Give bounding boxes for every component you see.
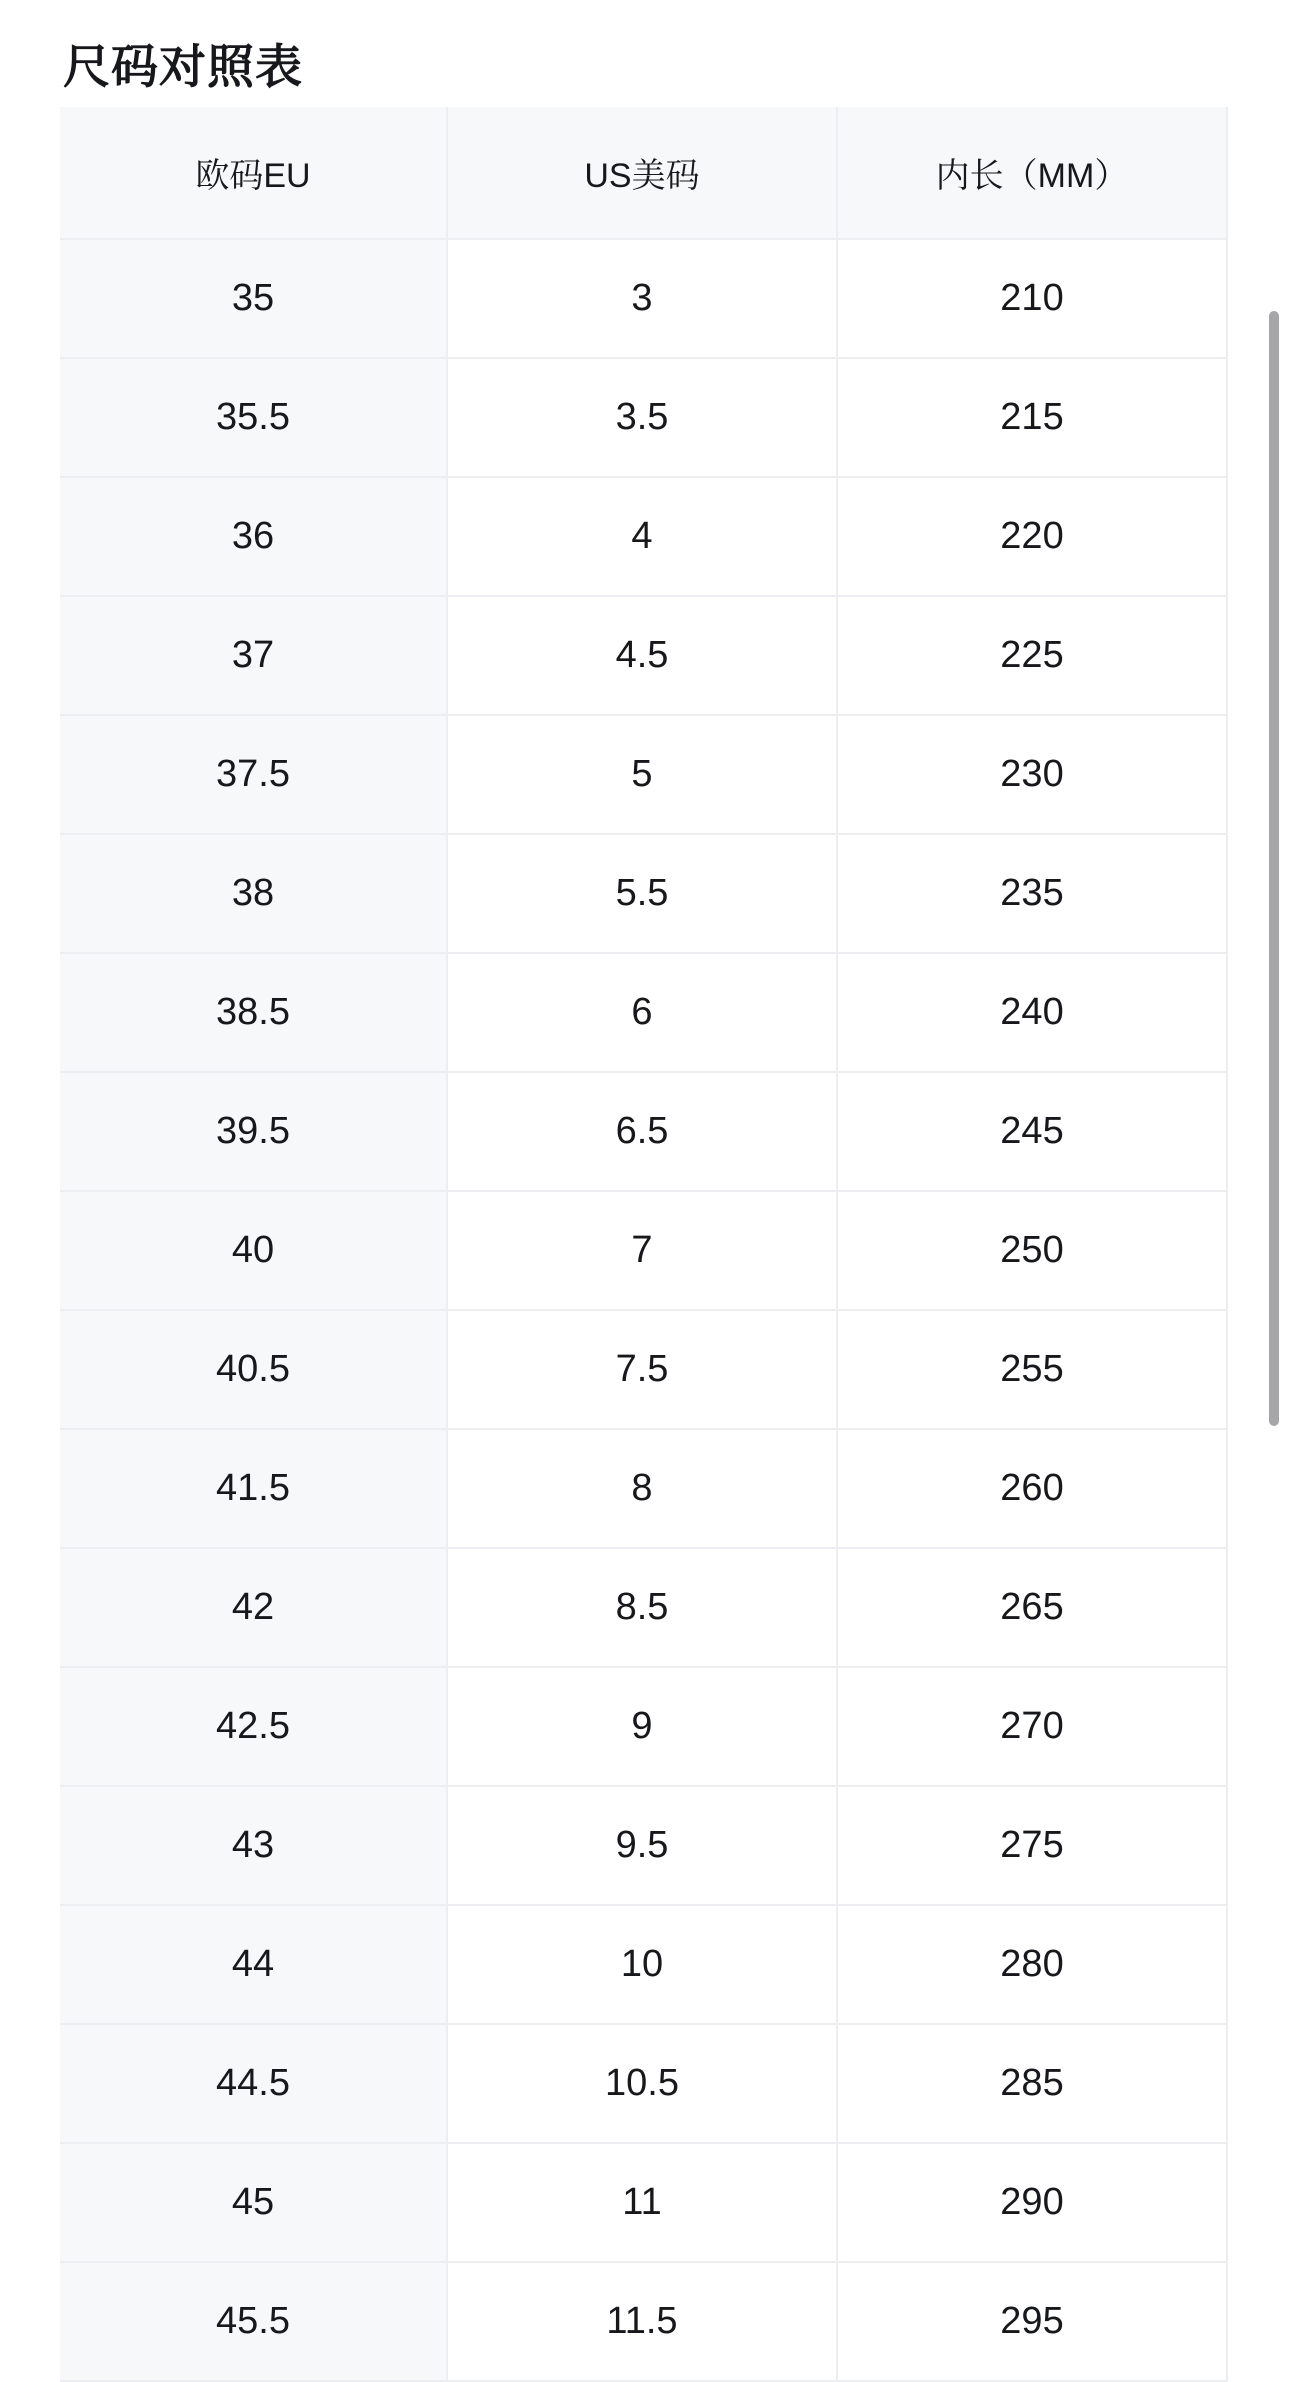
table-cell-us: 9.5 — [448, 1787, 838, 1906]
table-cell-eu: 41.5 — [60, 1430, 448, 1549]
table-cell-eu: 39.5 — [60, 1073, 448, 1192]
table-cell-mm: 215 — [838, 359, 1228, 478]
table-cell-us: 8.5 — [448, 1549, 838, 1668]
table-row — [60, 1787, 1228, 1906]
table-row — [60, 835, 1228, 954]
table-cell-eu: 38 — [60, 835, 448, 954]
table-cell-us: 10 — [448, 1906, 838, 2025]
table-cell-mm: 210 — [838, 240, 1228, 359]
table-cell-us: 5 — [448, 716, 838, 835]
table-cell-us: 3 — [448, 240, 838, 359]
table-row — [60, 1668, 1228, 1787]
table-cell-eu: 40 — [60, 1192, 448, 1311]
table-cell-us: 4 — [448, 478, 838, 597]
table-row — [60, 359, 1228, 478]
table-cell-us: 6.5 — [448, 1073, 838, 1192]
table-cell-mm: 270 — [838, 1668, 1228, 1787]
table-cell-mm: 285 — [838, 2025, 1228, 2144]
table-row — [60, 2025, 1228, 2144]
table-cell-mm: 260 — [838, 1430, 1228, 1549]
table-cell-eu: 38.5 — [60, 954, 448, 1073]
table-row — [60, 1073, 1228, 1192]
size-chart-table — [60, 107, 1228, 2382]
table-row — [60, 2144, 1228, 2263]
table-cell-us: 11 — [448, 2144, 838, 2263]
table-cell-mm: 225 — [838, 597, 1228, 716]
table-row — [60, 1192, 1228, 1311]
table-cell-mm: 230 — [838, 716, 1228, 835]
table-row — [60, 240, 1228, 359]
table-cell-us: 10.5 — [448, 2025, 838, 2144]
table-cell-eu: 35 — [60, 240, 448, 359]
table-cell-mm: 290 — [838, 2144, 1228, 2263]
table-row — [60, 1549, 1228, 1668]
table-cell-eu: 40.5 — [60, 1311, 448, 1430]
table-cell-us: 3.5 — [448, 359, 838, 478]
table-cell-eu: 43 — [60, 1787, 448, 1906]
table-cell-eu: 44.5 — [60, 2025, 448, 2144]
table-header-mm: 内长（MM） — [838, 107, 1228, 240]
table-cell-mm: 275 — [838, 1787, 1228, 1906]
table-cell-eu: 35.5 — [60, 359, 448, 478]
table-row — [60, 954, 1228, 1073]
table-row — [60, 1906, 1228, 2025]
table-cell-mm: 295 — [838, 2263, 1228, 2382]
table-cell-us: 7 — [448, 1192, 838, 1311]
table-cell-mm: 280 — [838, 1906, 1228, 2025]
table-row — [60, 478, 1228, 597]
table-cell-eu: 36 — [60, 478, 448, 597]
table-cell-eu: 37 — [60, 597, 448, 716]
table-cell-us: 9 — [448, 1668, 838, 1787]
table-row — [60, 2263, 1228, 2382]
table-cell-us: 11.5 — [448, 2263, 838, 2382]
vertical-scrollbar-thumb[interactable] — [1269, 311, 1279, 1426]
table-cell-us: 7.5 — [448, 1311, 838, 1430]
table-cell-us: 6 — [448, 954, 838, 1073]
table-cell-mm: 245 — [838, 1073, 1228, 1192]
table-header-row — [60, 107, 1228, 240]
table-cell-mm: 265 — [838, 1549, 1228, 1668]
table-body — [60, 240, 1228, 2382]
table-cell-us: 5.5 — [448, 835, 838, 954]
table-cell-eu: 44 — [60, 1906, 448, 2025]
table-header-eu: 欧码EU — [60, 107, 448, 240]
table-cell-eu: 45.5 — [60, 2263, 448, 2382]
table-cell-eu: 37.5 — [60, 716, 448, 835]
table-cell-eu: 42.5 — [60, 1668, 448, 1787]
table-row — [60, 597, 1228, 716]
table-cell-us: 4.5 — [448, 597, 838, 716]
table-cell-eu: 45 — [60, 2144, 448, 2263]
table-cell-mm: 220 — [838, 478, 1228, 597]
table-row — [60, 716, 1228, 835]
table-cell-mm: 255 — [838, 1311, 1228, 1430]
table-cell-mm: 250 — [838, 1192, 1228, 1311]
table-row — [60, 1430, 1228, 1549]
table-cell-mm: 235 — [838, 835, 1228, 954]
table-cell-us: 8 — [448, 1430, 838, 1549]
table-cell-mm: 240 — [838, 954, 1228, 1073]
table-header-us: US美码 — [448, 107, 838, 240]
page-title: 尺码对照表 — [63, 40, 303, 94]
table-row — [60, 1311, 1228, 1430]
table-cell-eu: 42 — [60, 1549, 448, 1668]
